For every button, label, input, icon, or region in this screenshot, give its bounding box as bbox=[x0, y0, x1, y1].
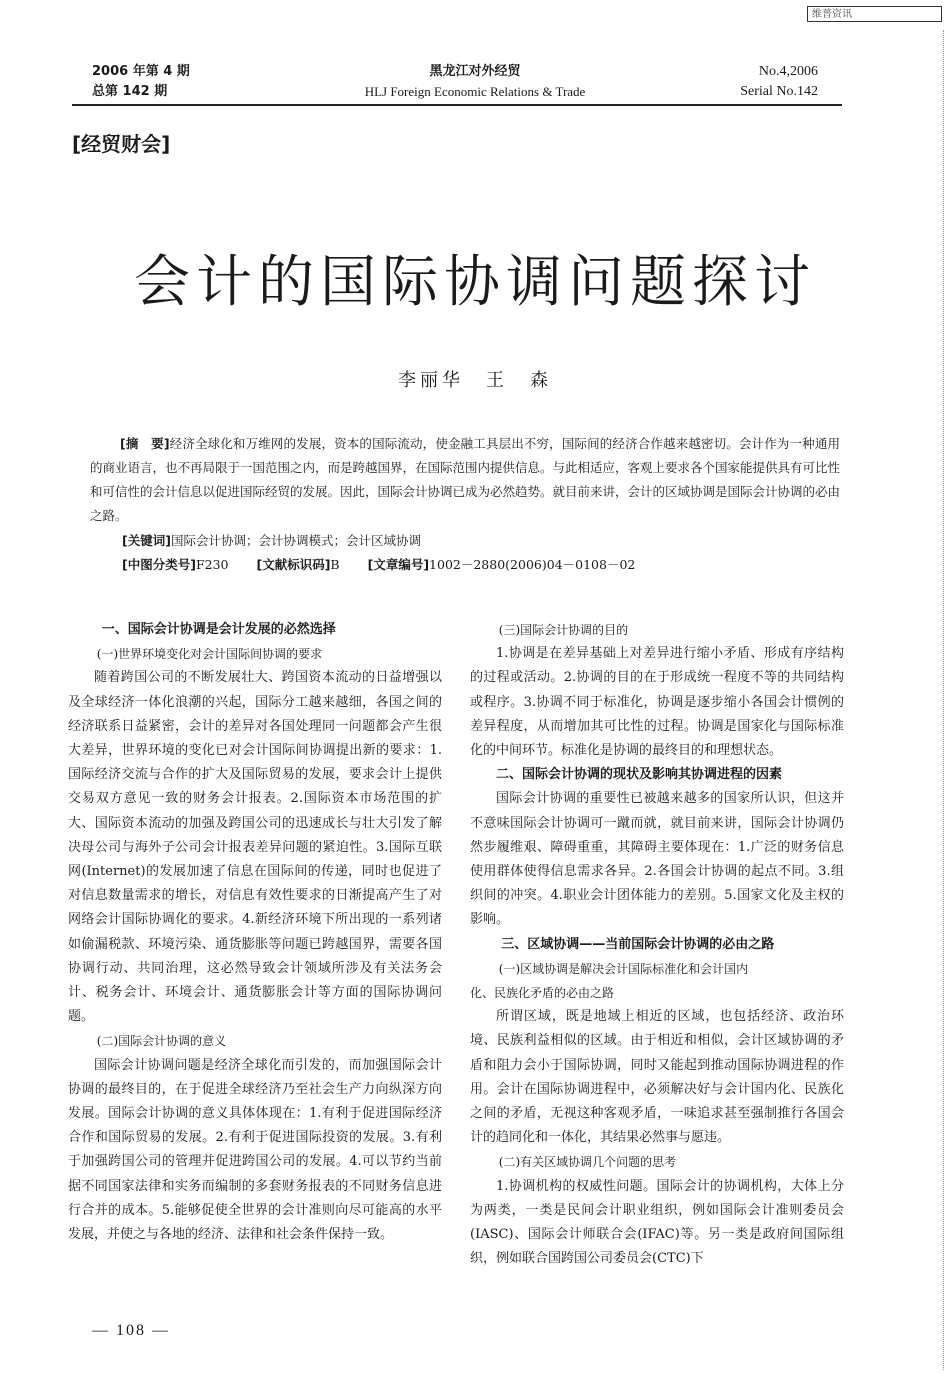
doc-code-label: [文献标识码] bbox=[256, 557, 331, 572]
issue-number: 2006 年第 4 期 bbox=[92, 64, 190, 79]
article-number-value: 1002－2880(2006)04－0108－02 bbox=[429, 557, 636, 572]
paragraph: 国际会计协调的重要性已被越来越多的国家所认识，但这并不意味国际会计协调可一蹴而就，就目前来讲，国际会计协调仍然步履维艰、障碍重重，其障碍主要体现在：1.广泛的财务信息使用群体使得信息需求各异。2.各国会计协调的起点不同。3.组织间的冲突。4.职业会计团体能力的差别。5.国家文化及主权的影响。 bbox=[470, 791, 844, 928]
article-meta bbox=[122, 529, 635, 577]
authors: 李丽华 王 森 bbox=[398, 370, 552, 391]
doc-code-value: B bbox=[330, 557, 340, 572]
section-3-2-heading: (二)有关区域协调几个问题的思考 bbox=[498, 1155, 677, 1170]
classification bbox=[122, 553, 635, 577]
section-tag: [经贸财会] bbox=[72, 132, 171, 156]
abstract-label: [摘 要] bbox=[120, 436, 170, 451]
article-number-label: [文章编号] bbox=[367, 557, 430, 572]
paragraph: 1.协调是在差异基础上对差异进行缩小矛盾、形成有序结构的过程或活动。2.协调的目的在于形成统一程度不等的共同结构或程序。3.协调不同于标准化，协调是逐步缩小各国会计惯例的差异程度，从而增加其可比性的过程。协调是国家化与国际标准化的中间环节。标准化是协调的最终目的和理想状态。 bbox=[470, 646, 844, 759]
header-rule bbox=[72, 104, 842, 106]
left-column bbox=[68, 618, 442, 1247]
issue-info-en bbox=[740, 62, 818, 102]
keywords bbox=[122, 529, 635, 553]
abstract-text: 经济全球化和万维网的发展，资本的国际流动，使金融工具层出不穷，国际间的经济合作越来越密切。会计作为一种通用的商业语言，也不再局限于一国范围之内，而是跨越国界，在国际范围内提供信息。与此相适应，客观上要求各个国家能提供具有可比性和可信性的会计信息以促进国际经贸的发展。因此，国际会计协调已成为必然趋势。就目前来讲，会计的区域协调是国际会计协调的必由之路。 bbox=[90, 436, 841, 523]
source-stamp: 维普资讯 bbox=[807, 6, 942, 22]
paragraph: 随着跨国公司的不断发展壮大、跨国资本流动的日益增强以及全球经济一体化浪潮的兴起，国际分工越来越细，各国之间的经济联系日益紧密，会计的差异对各国处理同一问题都会产生很大差异，世界环境的变化已对会计国际间协调提出新的要求：1.国际经济交流与合作的扩大及国际贸易的发展，要求会计上提供交易双方意见一致的财务会计报表。2.国际资本市场范围的扩大、国际资本流动的加强及跨国公司的迅速成长与壮大引发了解决母公司与海外子公司会计报表差异问题的紧迫性。3.国际互联网(Internet)的发展加速了信息在国际间的传递，同时也促进了对信息数量需求的增长，对信息有效性要求的日渐提高产生了对网络会计国际协调化的要求。4.新经济环境下所出现的一系列诸如偷漏税款、环境污染、通货膨胀等问题已跨越国界，需要各国协调行动、共同治理，这必然导致会计领域所涉及有关法务会计、税务会计、环境会计、通货膨胀会计等方面的国际协调问题。 bbox=[68, 670, 442, 1025]
serial-number: Serial No.142 bbox=[740, 84, 818, 99]
scan-edge bbox=[941, 30, 944, 1370]
section-3-heading: 三、区域协调——当前国际会计协调的必由之路 bbox=[501, 936, 775, 952]
journal-name-cn: 黑龙江对外经贸 bbox=[429, 64, 521, 79]
abstract bbox=[90, 432, 840, 528]
section-3-1-heading-cont: 化、民族化矛盾的必由之路 bbox=[470, 986, 615, 1001]
section-1-1-heading: (一)世界环境变化对会计国际间协调的要求 bbox=[96, 647, 323, 662]
section-1-3-heading: (三)国际会计协调的目的 bbox=[498, 623, 629, 637]
keywords-text: 国际会计协调；会计协调模式；会计区域协调 bbox=[170, 533, 421, 548]
paragraph: 国际会计协调问题是经济全球化而引发的，而加强国际会计协调的最终目的，在于促进全球经济乃至社会生产力向纵深方向发展。国际会计协调的意义具体体现在：1.有利于促进国际经济合作和国际贸易的发展。2.有利于促进国际投资的发展。3.有利于加强跨国公司的管理并促进跨国公司的发展。4.可以节约当前据不同国家法律和实务而编制的多套财务报表的不同财务信息进行合并的成本。5.能够促使全世界的会计准则向尽可能高的水平发展，并使之与各地的经济、法律和社会条件保持一致。 bbox=[68, 1057, 442, 1243]
page-number: — 108 — bbox=[92, 1322, 170, 1339]
clc-value: F230 bbox=[195, 557, 229, 572]
issue-number-en: No.4,2006 bbox=[758, 64, 818, 79]
right-column bbox=[470, 618, 844, 1271]
issue-total: 总第 142 期 bbox=[92, 84, 168, 99]
clc-label: [中图分类号] bbox=[122, 557, 196, 572]
section-3-1-heading: (一)区域协调是解决会计国际标准化和会计国内 bbox=[498, 961, 749, 976]
section-1-heading: 一、国际会计协调是会计发展的必然选择 bbox=[101, 622, 336, 637]
section-2-heading: 二、国际会计协调的现状及影响其协调进程的因素 bbox=[496, 767, 783, 783]
paragraph: 1.协调机构的权威性问题。国际会计的协调机构，大体上分为两类，一类是民间会计职业组织，例如国际会计准则委员会(IASC)、国际会计师联合会(IFAC)等。另一类是政府间国际组织，例如联合国跨国公司委员会(CTC)下 bbox=[470, 1178, 844, 1267]
keywords-label: [关键词] bbox=[122, 533, 171, 548]
journal-name-en: HLJ Foreign Economic Relations & Trade bbox=[364, 84, 586, 99]
paragraph: 所谓区域，既是地域上相近的区域，也包括经济、政治环境、民族利益相似的区域。由于相近和相似，会计区域协调的矛盾和阻力会小于国际协调，同时又能起到推动国际协调进程的作用。会计在国际协调进程中，必须解决好与会计国内化、民族化之间的矛盾，无视这种客观矛盾，一味追求甚至强制推行各国会计的趋同化和一体化，其结果必然事与愿违。 bbox=[470, 1009, 844, 1146]
article-title: 会计的国际协调问题探讨 bbox=[134, 250, 816, 315]
section-1-2-heading: (二)国际会计协调的意义 bbox=[96, 1034, 227, 1049]
